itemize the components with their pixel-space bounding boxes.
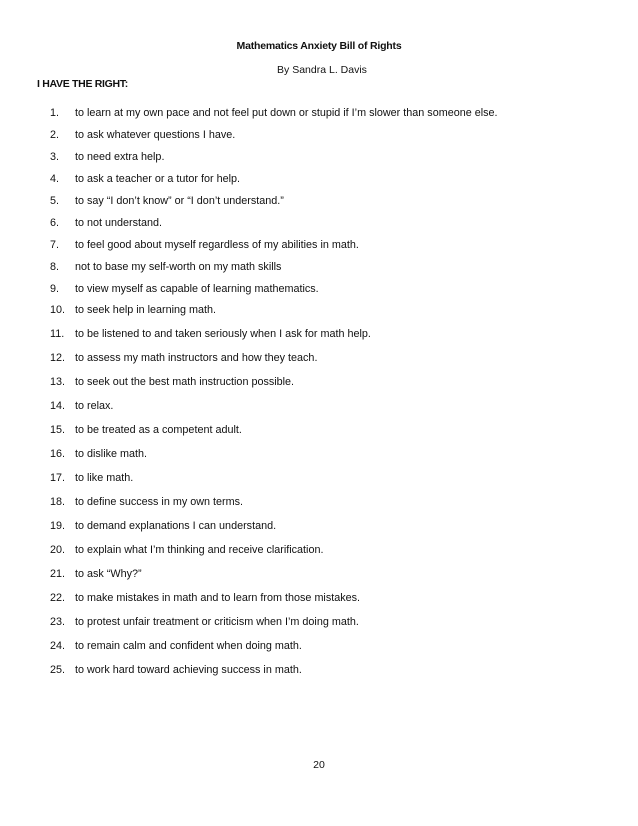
list-item-number: 25. xyxy=(50,664,66,676)
list-item-text: to assess my math instructors and how they teach. xyxy=(75,352,318,364)
list-item-text: to dislike math. xyxy=(75,448,148,460)
document-author: By Sandra L. Davis xyxy=(277,64,367,76)
list-item-text: to say “I don’t know” or “I don’t understand.” xyxy=(75,195,284,207)
list-item-number: 22. xyxy=(50,592,66,604)
list-item-number: 24. xyxy=(50,640,66,652)
document-title: Mathematics Anxiety Bill of Rights xyxy=(236,40,402,52)
list-item-number: 5. xyxy=(50,195,60,207)
list-item-number: 11. xyxy=(50,328,65,340)
list-item-number: 6. xyxy=(50,217,60,229)
section-heading: I HAVE THE RIGHT: xyxy=(37,78,128,90)
list-item-text: to be listened to and taken seriously when I ask for math help. xyxy=(75,328,371,340)
list-item-text: to seek help in learning math. xyxy=(75,304,217,316)
list-item-number: 3. xyxy=(50,151,60,163)
list-item-number: 17. xyxy=(50,472,66,484)
list-item-number: 8. xyxy=(50,261,60,273)
list-item-text: not to base my self-worth on my math skills xyxy=(75,261,282,273)
list-item-number: 21. xyxy=(50,568,66,580)
list-item-text: to make mistakes in math and to learn from those mistakes. xyxy=(75,592,361,604)
list-item-text: to demand explanations I can understand. xyxy=(75,520,277,532)
list-item-text: to explain what I’m thinking and receive clarification. xyxy=(75,544,324,556)
list-item-number: 19. xyxy=(50,520,66,532)
list-item-text: to not understand. xyxy=(75,217,163,229)
page-number: 20 xyxy=(313,759,325,771)
list-item-number: 4. xyxy=(50,173,60,185)
list-item-number: 16. xyxy=(50,448,66,460)
list-item-text: to remain calm and confident when doing math. xyxy=(75,640,302,652)
list-item-text: to protest unfair treatment or criticism when I’m doing math. xyxy=(75,616,359,628)
list-item-number: 15. xyxy=(50,424,66,436)
list-item-text: to view myself as capable of learning mathematics. xyxy=(75,283,319,295)
list-item-number: 13. xyxy=(50,376,66,388)
list-item-text: to like math. xyxy=(75,472,134,484)
list-item-number: 10. xyxy=(50,304,66,316)
list-item-text: to define success in my own terms. xyxy=(75,496,244,508)
list-item-number: 7. xyxy=(50,239,60,251)
list-item-text: to ask a teacher or a tutor for help. xyxy=(75,173,241,185)
list-item-text: to seek out the best math instruction possible. xyxy=(75,376,295,388)
list-item-text: to need extra help. xyxy=(75,151,165,163)
list-item-number: 23. xyxy=(50,616,66,628)
list-item-number: 12. xyxy=(50,352,66,364)
list-item-text: to be treated as a competent adult. xyxy=(75,424,242,436)
list-item-text: to work hard toward achieving success in math. xyxy=(75,664,302,676)
list-item-text: to feel good about myself regardless of my abilities in math. xyxy=(75,239,359,251)
list-item-number: 2. xyxy=(50,129,60,141)
list-item-number: 18. xyxy=(50,496,66,508)
list-item-number: 20. xyxy=(50,544,66,556)
list-item-text: to learn at my own pace and not feel put down or stupid if I’m slower than someone else. xyxy=(75,107,498,119)
list-item-number: 9. xyxy=(50,283,60,295)
list-item-number: 1. xyxy=(50,107,60,119)
list-item-text: to relax. xyxy=(75,400,114,412)
list-item-text: to ask “Why?” xyxy=(75,568,142,580)
list-item-text: to ask whatever questions I have. xyxy=(75,129,236,141)
list-item-number: 14. xyxy=(50,400,66,412)
